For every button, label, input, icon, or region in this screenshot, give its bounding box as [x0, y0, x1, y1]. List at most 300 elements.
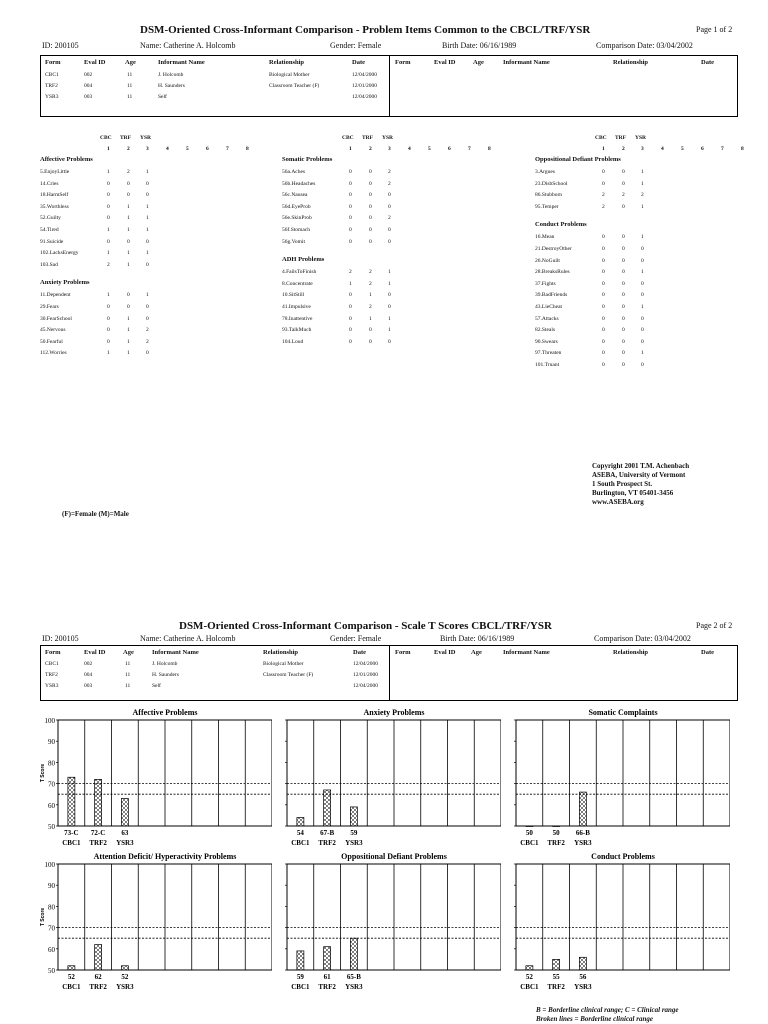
bar-value-label: 52 [121, 973, 129, 981]
item-label: 30.FearSchool [40, 315, 72, 322]
bar-value-label: 54 [296, 829, 304, 837]
hdr-date-2: Date [701, 59, 714, 66]
chart-title: Attention Deficit/ Hyperactivity Problems [93, 852, 237, 861]
item-score: 1 [641, 350, 644, 357]
item-score: 0 [602, 315, 605, 322]
item-score: 2 [107, 261, 110, 268]
y-tick-label: 50 [48, 823, 55, 831]
item-score: 0 [349, 238, 352, 245]
row2-date: 12/01/2000 [353, 672, 379, 678]
bar-category-label: CBC1 [62, 839, 81, 847]
item-score: 0 [107, 203, 110, 210]
row2-age: 11 [127, 83, 133, 89]
y-tick-label: 50 [48, 967, 55, 975]
item-label: 56c.Nausea [282, 192, 308, 199]
tscore-chart [496, 850, 730, 996]
row1-eval-id: 002 [84, 661, 93, 667]
y-tick-label: 100 [44, 861, 55, 869]
bar [297, 818, 304, 826]
column-code-header: TRF [120, 135, 131, 141]
item-score: 0 [349, 327, 352, 334]
item-score: 0 [622, 169, 625, 175]
column-code-header: TRF [362, 135, 373, 141]
tscore-chart [38, 850, 272, 996]
page1-copyright [592, 462, 689, 507]
y-tick-label: 70 [48, 924, 55, 933]
item-label: 56d.EyeProb [282, 203, 311, 210]
item-score: 0 [388, 203, 391, 210]
bar-value-label: 62 [94, 973, 102, 981]
row1-informant: J. Holcomb [158, 72, 184, 78]
item-label: 56g.Vomit [282, 238, 305, 245]
bar [350, 807, 357, 826]
bar [68, 777, 75, 826]
item-score: 0 [622, 362, 625, 368]
item-score: 0 [107, 315, 110, 322]
item-label: 56a.Aches [282, 169, 306, 175]
copyright-line: Burlington, VT 05401-3456 [592, 489, 674, 497]
hdr-age-2: Age [473, 59, 484, 66]
bar-value-label: 72-C [90, 829, 106, 837]
hdr-eval-id: Eval ID [84, 649, 106, 656]
row2-age: 11 [125, 672, 131, 678]
item-score: 1 [127, 261, 130, 268]
row3-informant: Self [158, 94, 167, 100]
item-score: 1 [146, 250, 149, 257]
bar [350, 938, 357, 970]
row3-form: YSR3 [45, 94, 59, 100]
bar-value-label: 61 [323, 973, 331, 981]
item-label: 26.NoGuilt [535, 257, 560, 264]
item-score: 0 [602, 169, 605, 175]
item-score: 1 [127, 203, 130, 210]
hdr-relationship: Relationship [263, 649, 299, 656]
item-score: 0 [641, 280, 644, 287]
page2-comparison-date: Comparison Date: 03/04/2002 [594, 634, 691, 643]
row3-age: 11 [125, 683, 131, 689]
item-label: 11.Dependent [40, 292, 71, 299]
item-score: 0 [369, 203, 372, 210]
item-score: 1 [369, 315, 372, 322]
bar-value-label: 66-B [575, 829, 590, 837]
item-score: 0 [349, 169, 352, 175]
bar [553, 826, 560, 827]
row3-date: 12/04/2000 [352, 94, 378, 100]
item-score: 0 [641, 338, 644, 345]
item-score: 0 [388, 304, 391, 310]
copyright-line: Copyright 2001 T.M. Achenbach [592, 462, 690, 470]
hdr-eval-id: Eval ID [84, 59, 106, 66]
chart-title: Somatic Complaints [588, 708, 658, 717]
hdr-date: Date [353, 649, 366, 656]
item-score: 0 [146, 315, 149, 322]
item-score: 1 [146, 203, 149, 210]
page2-legend [536, 1006, 679, 1024]
y-tick-label: 70 [48, 780, 55, 789]
column-number-header: 2 [622, 146, 625, 152]
item-score: 0 [641, 246, 644, 252]
column-number-header: 4 [408, 146, 411, 152]
item-score: 0 [388, 192, 391, 199]
column-number-header: 1 [349, 146, 352, 152]
bar-category-label: YSR3 [574, 983, 592, 991]
item-score: 0 [622, 269, 625, 276]
item-score: 0 [602, 327, 605, 334]
row1-eval-id: 002 [84, 72, 93, 78]
page1-gender-key: (F)=Female (M)=Male [62, 510, 129, 518]
item-score: 0 [349, 192, 352, 199]
item-score: 0 [107, 238, 110, 245]
item-score: 0 [369, 180, 372, 187]
y-tick-label: 80 [48, 903, 55, 912]
item-score: 1 [107, 169, 110, 175]
column-number-header: 6 [701, 146, 704, 152]
hdr-eval-id-2: Eval ID [434, 649, 456, 656]
hdr-informant-name-2: Informant Name [503, 649, 550, 656]
item-score: 1 [127, 327, 130, 334]
bar [68, 966, 75, 970]
item-score: 0 [369, 327, 372, 334]
item-score: 0 [622, 350, 625, 357]
section-heading: Oppositional Defiant Problems [535, 156, 621, 163]
item-score: 0 [146, 180, 149, 187]
page1-informant-table [40, 55, 738, 117]
item-score: 0 [641, 315, 644, 322]
item-score: 1 [146, 169, 149, 175]
item-score: 1 [127, 215, 130, 222]
row2-relationship: Classroom Teacher (F) [263, 672, 314, 678]
item-score: 1 [641, 203, 644, 210]
bar [579, 792, 586, 826]
item-score: 0 [602, 292, 605, 299]
hdr-date: Date [352, 59, 365, 66]
row1-age: 11 [125, 661, 131, 667]
item-score: 0 [622, 234, 625, 241]
column-code-header: CBC [100, 135, 112, 141]
copyright-line: 1 South Prospect St. [592, 480, 653, 488]
bar [121, 798, 128, 826]
bar [579, 957, 586, 970]
column-code-header: YSR [635, 135, 647, 141]
item-label: 56f.Stomach [282, 227, 310, 233]
column-number-header: 5 [428, 146, 431, 152]
item-label: 41.Impulsive [282, 304, 311, 310]
item-score: 2 [369, 304, 372, 310]
item-score: 0 [349, 315, 352, 322]
bar-value-label: 65-B [346, 973, 361, 981]
bar-value-label: 59 [296, 973, 304, 981]
chart-title: Conduct Problems [591, 852, 655, 861]
item-score: 1 [388, 269, 391, 276]
legend-line: B = Borderline clinical range; C = Clinical range [536, 1006, 679, 1014]
hdr-eval-id-2: Eval ID [434, 59, 456, 66]
item-score: 1 [107, 227, 110, 233]
item-score: 0 [622, 338, 625, 345]
item-score: 0 [349, 338, 352, 345]
row2-form: TRF2 [45, 83, 58, 89]
item-label: 21.DestroyOther [535, 246, 572, 252]
page2-gender: Gender: Female [330, 634, 382, 643]
item-score: 2 [146, 327, 149, 334]
chart-title: Affective Problems [132, 708, 198, 717]
row1-relationship: Biological Mother [263, 661, 304, 667]
column-number-header: 1 [602, 146, 605, 152]
item-score: 1 [388, 327, 391, 334]
item-score: 0 [641, 362, 644, 368]
item-label: 57.Attacks [535, 315, 559, 322]
item-score: 0 [388, 227, 391, 233]
copyright-line: www.ASEBA.org [592, 498, 644, 506]
item-score: 0 [349, 227, 352, 233]
item-label: 23.DisbSchool [535, 180, 568, 187]
bar-value-label: 73-C [64, 829, 79, 837]
chart-title: Oppositional Defiant Problems [341, 852, 447, 861]
item-score: 2 [388, 215, 391, 222]
item-label: 50.Fearful [40, 338, 63, 345]
item-label: 5.EnjoyLittle [40, 169, 70, 175]
row2-eval-id: 004 [84, 83, 93, 89]
y-tick-label: 90 [48, 738, 55, 747]
item-score: 0 [107, 338, 110, 345]
bar [95, 779, 102, 826]
item-score: 0 [127, 238, 130, 245]
item-score: 2 [146, 338, 149, 345]
bar-category-label: TRF2 [318, 983, 336, 991]
item-score: 2 [127, 169, 130, 175]
bar [526, 966, 533, 970]
y-axis-label: T Score [40, 907, 46, 927]
bar-category-label: YSR3 [116, 839, 134, 847]
item-label: 4.FailsToFinish [282, 269, 317, 276]
tscore-chart [267, 706, 501, 852]
y-tick-label: 90 [48, 882, 55, 891]
column-number-header: 3 [641, 146, 644, 152]
item-score: 0 [622, 180, 625, 187]
column-number-header: 6 [206, 146, 209, 152]
column-number-header: 7 [721, 146, 724, 152]
bar-value-label: 56 [579, 973, 587, 981]
bar [121, 966, 128, 970]
item-label: 28.BreaksRules [535, 269, 570, 276]
bar-value-label: 52 [525, 973, 533, 981]
chart-title: Anxiety Problems [363, 708, 425, 717]
item-score: 2 [622, 192, 625, 199]
bar [324, 947, 331, 970]
bar-category-label: TRF2 [89, 983, 107, 991]
item-label: 8.Concentrate [282, 280, 313, 287]
item-score: 0 [602, 338, 605, 345]
hdr-form-2: Form [395, 649, 411, 656]
section-heading: Somatic Problems [282, 156, 333, 163]
page1-gender: Gender: Female [330, 41, 382, 50]
item-label: 93.TalkMuch [282, 327, 312, 334]
item-score: 0 [622, 280, 625, 287]
bar-category-label: TRF2 [547, 839, 565, 847]
bar-category-label: TRF2 [89, 839, 107, 847]
item-label: 37.Fights [535, 280, 556, 287]
legend-line: Broken lines = Borderline clinical range [536, 1015, 653, 1023]
item-score: 0 [369, 227, 372, 233]
column-code-header: YSR [140, 135, 152, 141]
item-label: 82.Steals [535, 327, 556, 334]
tscore-chart [496, 706, 730, 852]
column-number-header: 5 [681, 146, 684, 152]
bar-category-label: TRF2 [547, 983, 565, 991]
item-score: 1 [641, 180, 644, 187]
item-score: 2 [602, 192, 605, 199]
item-score: 1 [146, 227, 149, 233]
item-score: 0 [602, 234, 605, 241]
item-score: 0 [641, 327, 644, 334]
y-tick-label: 100 [44, 717, 55, 725]
item-score: 0 [602, 257, 605, 264]
item-score: 0 [127, 304, 130, 310]
item-score: 1 [107, 250, 110, 257]
hdr-informant-name-2: Informant Name [503, 59, 550, 66]
item-score: 1 [127, 338, 130, 345]
y-tick-label: 80 [48, 759, 55, 768]
hdr-form-2: Form [395, 59, 411, 66]
hdr-age-2: Age [471, 649, 482, 656]
item-score: 1 [127, 250, 130, 257]
item-score: 1 [349, 280, 352, 287]
item-score: 2 [641, 192, 644, 199]
item-score: 0 [602, 180, 605, 187]
bar-value-label: 55 [552, 973, 560, 981]
item-label: 95.Temper [535, 203, 559, 210]
item-label: 16.Mean [535, 234, 555, 241]
item-label: 112.Worries [40, 350, 67, 357]
item-label: 103.Sad [40, 261, 58, 268]
column-number-header: 5 [186, 146, 189, 152]
item-label: 78.Inattentive [282, 315, 313, 322]
row1-date: 12/04/2000 [353, 661, 379, 667]
row2-form: TRF2 [45, 672, 58, 678]
copyright-line: ASEBA, University of Vermont [592, 471, 686, 479]
bar-category-label: CBC1 [62, 983, 81, 991]
item-score: 0 [622, 292, 625, 299]
row1-age: 11 [127, 72, 133, 78]
row3-date: 12/04/2000 [353, 683, 379, 689]
item-score: 0 [622, 203, 625, 210]
hdr-age: Age [123, 649, 134, 656]
row2-date: 12/01/2000 [352, 83, 378, 89]
page1-birth-date: Birth Date: 06/16/1989 [442, 41, 517, 50]
bar-category-label: YSR3 [345, 983, 363, 991]
item-label: 18.HarmSelf [40, 192, 69, 199]
item-label: 86.Stubborn [535, 192, 563, 199]
bar-category-label: CBC1 [291, 983, 310, 991]
item-label: 14.Cries [40, 180, 59, 187]
column-number-header: 3 [388, 146, 391, 152]
hdr-relationship: Relationship [269, 59, 305, 66]
section-heading: ADH Problems [282, 256, 325, 264]
row3-age: 11 [127, 94, 133, 100]
item-score: 0 [602, 280, 605, 287]
page2-title: DSM-Oriented Cross-Informant Comparison - Scale T Scores CBCL/TRF/YSR [179, 620, 552, 632]
row3-eval-id: 003 [84, 683, 93, 689]
page1-name: Name: Catherine A. Holcomb [140, 41, 236, 50]
item-label: 39.BadFriends [535, 292, 568, 299]
bar-category-label: CBC1 [520, 839, 539, 847]
hdr-relationship-2: Relationship [613, 59, 649, 66]
page2-birth-date: Birth Date: 06/16/1989 [440, 634, 515, 643]
hdr-informant-name: Informant Name [152, 649, 199, 656]
item-label: 101.Truant [535, 362, 560, 368]
item-score: 1 [146, 215, 149, 222]
column-number-header: 4 [661, 146, 664, 152]
item-score: 0 [107, 327, 110, 334]
column-number-header: 2 [127, 146, 130, 152]
item-score: 1 [641, 304, 644, 310]
row2-eval-id: 004 [84, 672, 93, 678]
item-label: 54.Tired [40, 227, 59, 233]
item-score: 0 [602, 362, 605, 368]
column-number-header: 1 [107, 146, 110, 152]
page2-name: Name: Catherine A. Holcomb [140, 634, 236, 643]
bar-category-label: CBC1 [291, 839, 310, 847]
item-score: 0 [369, 192, 372, 199]
bar-value-label: 59 [350, 829, 358, 837]
bar [95, 945, 102, 970]
bar-value-label: 50 [552, 829, 560, 837]
bar [526, 826, 533, 827]
item-score: 2 [369, 280, 372, 287]
column-code-header: CBC [595, 135, 607, 141]
item-score: 0 [641, 257, 644, 264]
item-label: 45.Nervous [40, 327, 66, 334]
row1-relationship: Biological Mother [269, 72, 310, 78]
row1-form: CBC1 [45, 661, 59, 667]
item-score: 0 [388, 238, 391, 245]
page2-id: ID: 200105 [42, 634, 79, 643]
row1-informant: J. Holcomb [152, 661, 178, 667]
column-code-header: YSR [382, 135, 394, 141]
row1-form: CBC1 [45, 72, 59, 78]
item-score: 0 [369, 169, 372, 175]
hdr-form: Form [45, 649, 61, 656]
item-score: 1 [127, 227, 130, 233]
item-score: 0 [127, 292, 130, 299]
item-label: 43.LieCheat [535, 304, 563, 310]
hdr-relationship-2: Relationship [613, 649, 649, 656]
page1-title: DSM-Oriented Cross-Informant Comparison - Problem Items Common to the CBCL/TRF/YSR [140, 24, 591, 36]
item-label: 29.Fears [40, 304, 59, 310]
column-number-header: 3 [146, 146, 149, 152]
item-score: 0 [107, 180, 110, 187]
item-score: 0 [146, 192, 149, 199]
column-number-header: 7 [226, 146, 229, 152]
item-label: 3.Argues [535, 169, 555, 175]
item-score: 0 [622, 315, 625, 322]
item-score: 1 [388, 315, 391, 322]
item-score: 1 [369, 292, 372, 299]
bar-category-label: YSR3 [345, 839, 363, 847]
page1-comparison-date: Comparison Date: 03/04/2002 [596, 41, 693, 50]
item-score: 0 [107, 304, 110, 310]
item-score: 0 [146, 261, 149, 268]
item-score: 0 [622, 246, 625, 252]
tscore-chart [38, 706, 272, 852]
hdr-date-2: Date [701, 649, 714, 656]
hdr-form: Form [45, 59, 61, 66]
item-score: 0 [127, 180, 130, 187]
item-label: 56e.SkinProb [282, 215, 312, 222]
item-label: 91.Suicide [40, 238, 64, 245]
bar [297, 951, 304, 970]
item-score: 2 [602, 203, 605, 210]
hdr-age: Age [125, 59, 136, 66]
